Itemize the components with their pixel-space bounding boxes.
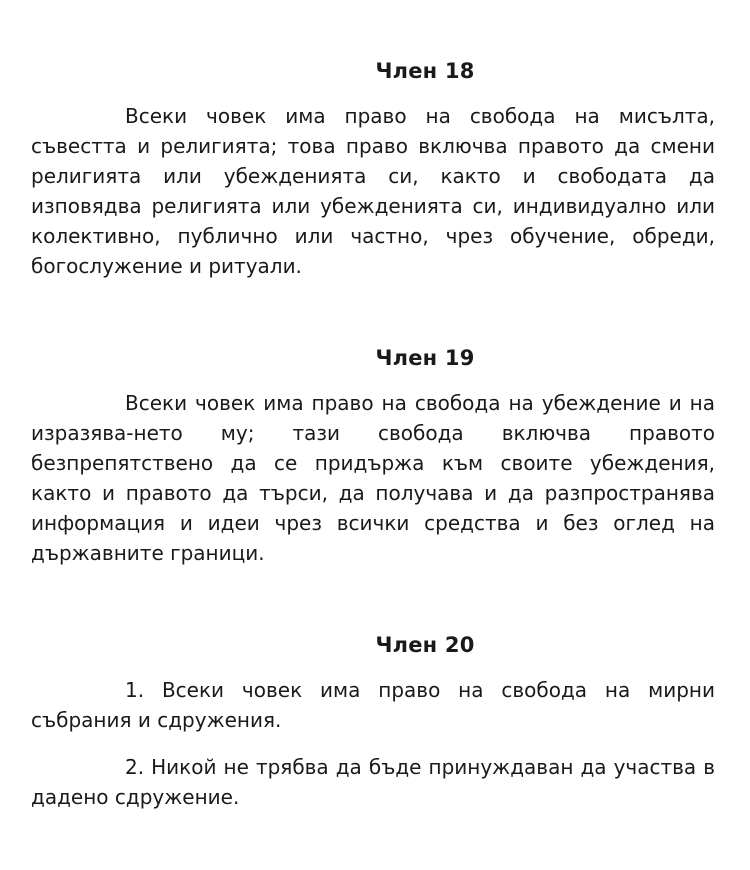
article-heading: Член 19 xyxy=(375,346,475,370)
article-heading: Член 20 xyxy=(375,633,475,657)
article-paragraph: 2. Никой не трябва да бъде принуждаван да участва в дадено сдружение. xyxy=(31,755,715,809)
article-paragraph: Всеки човек има право на свобода на мисълта, съвестта и религията; това право включва правото да смени религията или убежденията си, както и свободата да изповядва религията или убежденията си, индивидуално или колективно, публично или частно, чрез обучение, обреди, богослужение и ритуали. xyxy=(31,104,715,278)
article-18 xyxy=(31,56,715,281)
article-paragraph: 1. Всеки човек има право на свобода на мирни събрания и сдружения. xyxy=(31,678,715,732)
article-20 xyxy=(31,630,715,812)
article-paragraph: Всеки човек има право на свобода на убеждение и на изразява-нето му; тази свобода включва правото безпрепятствено да се придържа към своите убеждения, както и правото да търси, да получава и да разпространява информация и идеи чрез всички средства и без оглед на държавните граници. xyxy=(31,391,715,565)
article-heading: Член 18 xyxy=(375,59,475,83)
article-19 xyxy=(31,343,715,568)
